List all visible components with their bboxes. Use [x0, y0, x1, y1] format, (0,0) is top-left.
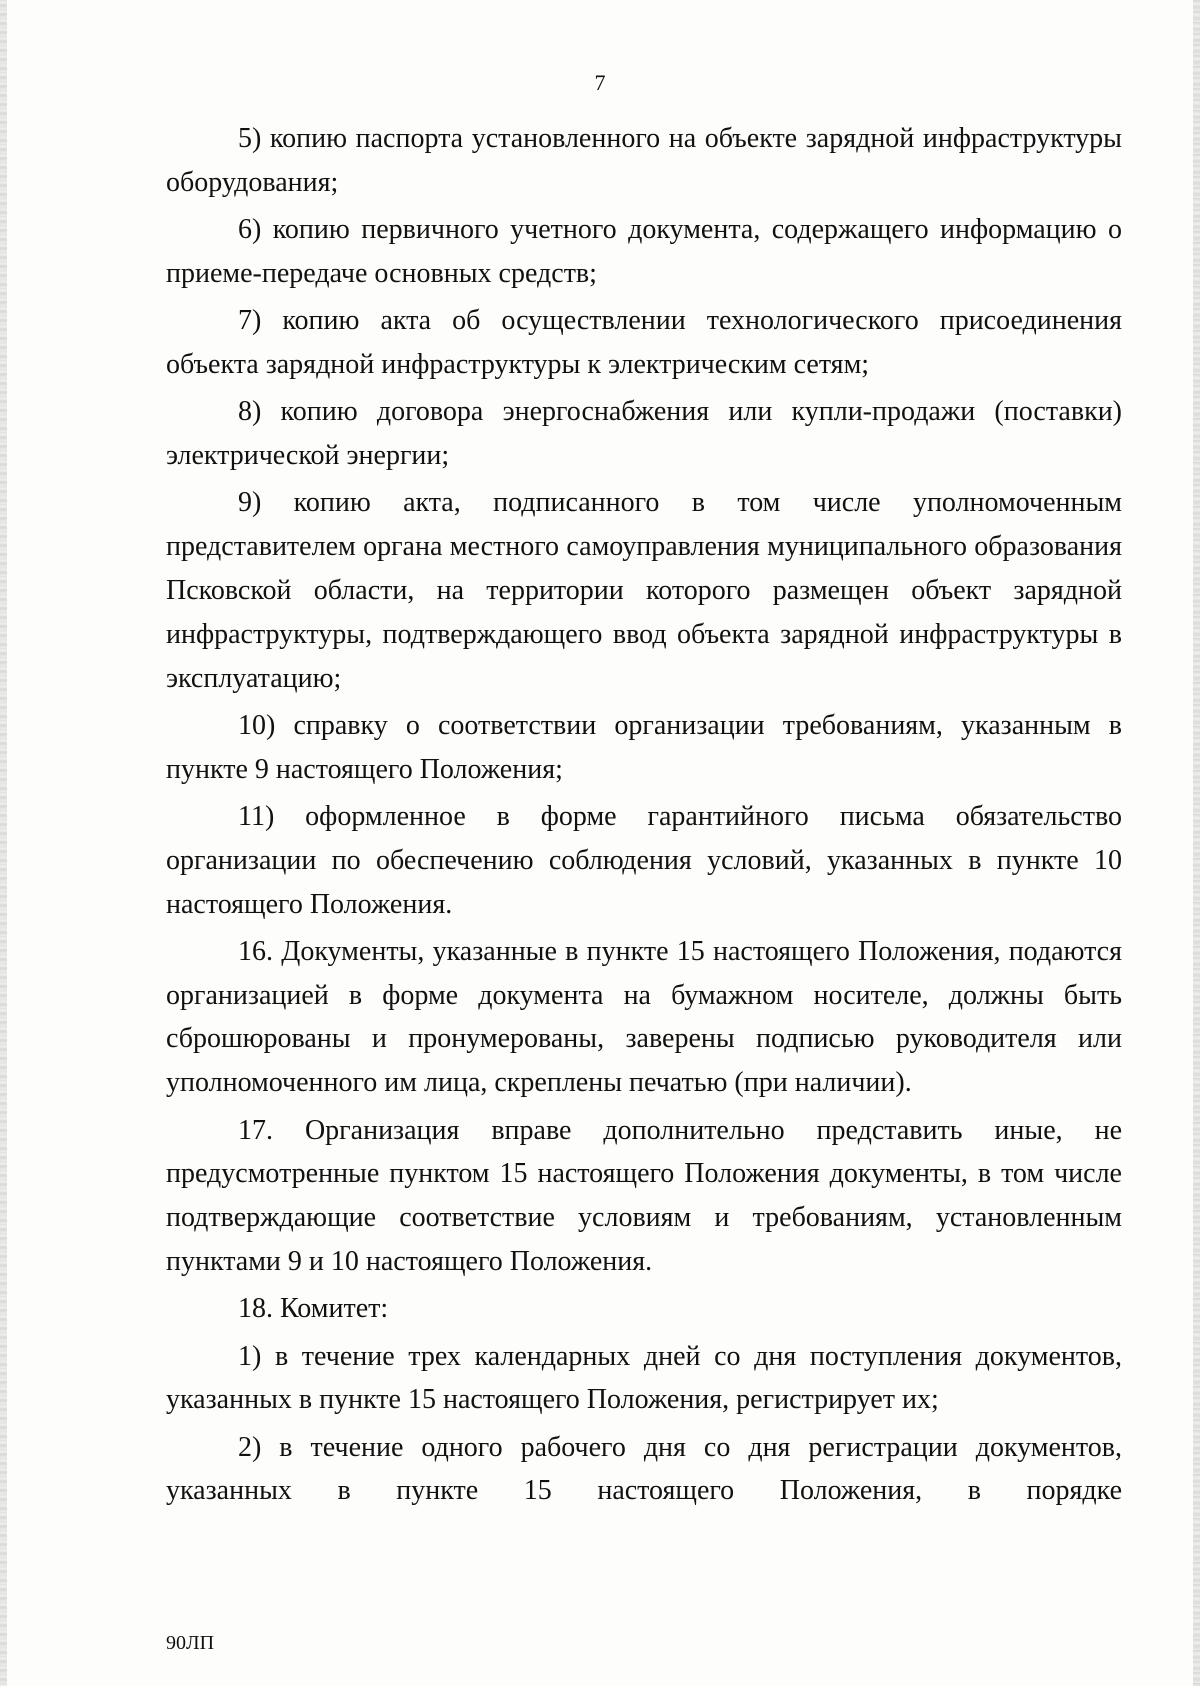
paragraph-item-10: 10) справку о соответствии организации требованиям, указанным в пункте 9 настоящего Положения; — [166, 709, 1122, 785]
paragraph-clause-17: 17. Организация вправе дополнительно представить иные, не предусмотренные пунктом 15 настоящего Положения документы, в том числе подтверждающие соответствие условиям и требованиям, установленным пунктами 9 и 10 настоящего Положения. — [166, 1114, 1122, 1277]
document-footer-code: 90ЛП — [166, 1632, 215, 1654]
page-number: 7 — [594, 70, 606, 95]
paragraph-item-7: 7) копию акта об осуществлении технологического присоединения объекта зарядной инфраструктуры к электрическим сетям; — [166, 305, 1122, 380]
paragraph-clause-18-item-1: 1) в течение трех календарных дней со дня поступления документов, указанных в пункте 15 настоящего Положения, регистрирует их; — [166, 1340, 1122, 1416]
paragraph-clause-16: 16. Документы, указанные в пункте 15 настоящего Положения, подаются организацией в форме документа на бумажном носителе, должны быть сброшюрованы и пронумерованы, заверены подписью руководителя или уполномоченного им лица, скреплены печатью (при наличии). — [166, 935, 1122, 1099]
scan-edge-right — [1193, 0, 1200, 1686]
paragraph-item-5: 5) копию паспорта установленного на объекте зарядной инфраструктуры оборудования; — [166, 123, 1122, 198]
paragraph-item-9: 9) копию акта, подписанного в том числе уполномоченным представителем органа местного самоуправления муниципального образования Псковской области, на территории которого размещен объект зарядной инфраструктуры, подтверждающего ввод объекта зарядной инфраструктуры в эксплуатацию; — [166, 487, 1122, 694]
paragraph-item-8: 8) копию договора энергоснабжения или купли-продажи (поставки) электрической энергии; — [166, 396, 1122, 472]
document-body — [166, 117, 1122, 1517]
paragraph-clause-18-heading: 18. Комитет: — [238, 1293, 389, 1325]
paragraph-item-6: 6) копию первичного учетного документа, содержащего информацию о приеме-передаче основных средств; — [166, 214, 1122, 289]
paragraph-clause-18-item-2: 2) в течение одного рабочего дня со дня регистрации документов, указанных в пункте 15 настоящего Положения, в порядке — [166, 1431, 1122, 1507]
scan-edge-left — [0, 0, 7, 1686]
paragraph-item-11: 11) оформленное в форме гарантийного письма обязательство организации по обеспечению соблюдения условий, указанных в пункте 10 настоящего Положения. — [166, 800, 1122, 920]
